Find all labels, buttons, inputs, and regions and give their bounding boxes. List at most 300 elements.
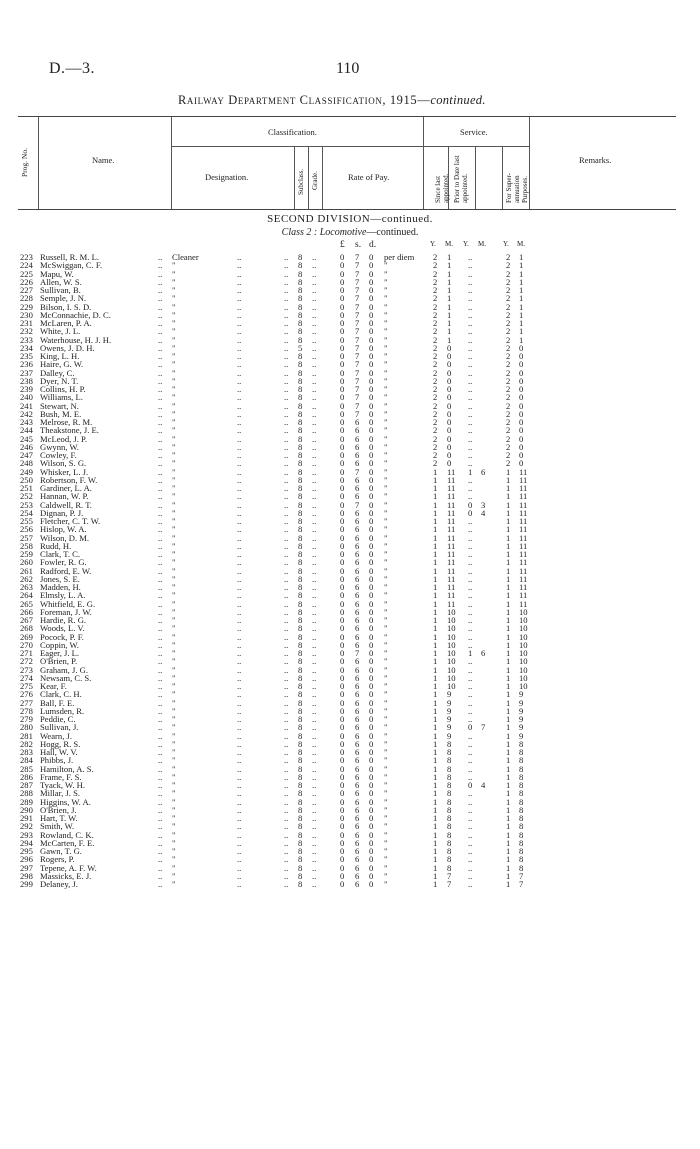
leader-dots: .. (312, 268, 317, 279)
leader-dots: .. (284, 425, 289, 436)
staff-name: Cowley, F. (40, 450, 77, 460)
leader-dots: .. (312, 301, 317, 312)
leader-dots: .. (284, 788, 289, 799)
rate-pounds: 0 (340, 532, 345, 543)
since-months: 9 (447, 697, 452, 708)
leader-dots: .. (158, 623, 163, 634)
rate-pounds: 0 (340, 400, 345, 411)
since-years: 2 (433, 392, 438, 403)
leader-dots: .. (237, 615, 242, 625)
since-months: 8 (447, 837, 452, 848)
rate-shillings: 6 (355, 780, 360, 790)
designation: " (172, 334, 176, 345)
rate-shillings: 7 (355, 400, 360, 411)
table-row (0, 492, 700, 500)
super-months: 1 (519, 293, 524, 304)
since-years: 1 (433, 623, 438, 634)
since-years: 1 (433, 474, 438, 485)
leader-dots: .. (312, 433, 317, 444)
rate-shillings: 6 (355, 474, 360, 485)
rate-pounds: 0 (340, 301, 345, 312)
staff-name: Dalley, C. (40, 367, 75, 378)
leader-dots: .. (312, 681, 317, 691)
table-row (0, 633, 700, 641)
table-row (0, 723, 700, 731)
leader-dots: .. (237, 582, 242, 592)
page-number: 110 (336, 60, 360, 77)
subclass: 8 (298, 540, 303, 551)
staff-name: Dignan, P. J. (40, 507, 84, 518)
rate-shillings: 6 (355, 450, 360, 460)
rate-pence: 0 (369, 491, 374, 502)
rate-pounds: 0 (340, 540, 345, 551)
super-years: 1 (506, 747, 511, 757)
super-years: 2 (506, 400, 511, 411)
since-months: 9 (447, 730, 452, 741)
designation: " (172, 788, 176, 799)
prior-years: .. (468, 615, 473, 625)
rate-pounds: 0 (340, 367, 345, 378)
since-months: 0 (447, 441, 452, 452)
leader-dots: .. (312, 334, 317, 345)
super-months: 9 (519, 714, 524, 724)
unit-years: Y. (503, 240, 509, 248)
staff-name: Russell, R. M. L. (40, 252, 99, 262)
rate-pence: 0 (369, 565, 374, 576)
header-subclass: Subclass. (297, 168, 305, 195)
rate-pence: 0 (369, 441, 374, 452)
subclass: 8 (298, 318, 303, 328)
since-years: 1 (433, 491, 438, 502)
leader-dots: .. (284, 474, 289, 485)
rate-pounds: 0 (340, 309, 345, 320)
rate-shillings: 6 (355, 540, 360, 551)
super-years: 1 (506, 573, 511, 584)
leader-dots: .. (284, 483, 289, 493)
prior-years: .. (468, 747, 473, 757)
super-months: 11 (519, 499, 528, 510)
prog-number: 246 (20, 441, 33, 452)
staff-name: Rogers, P. (40, 854, 75, 865)
super-years: 1 (506, 656, 511, 667)
rate-period: " (384, 549, 388, 559)
leader-dots: .. (237, 309, 242, 320)
leader-dots: .. (237, 829, 242, 840)
leader-dots: .. (312, 590, 317, 601)
super-months: 11 (519, 483, 528, 493)
leader-dots: .. (284, 293, 289, 304)
designation: " (172, 681, 176, 691)
since-months: 11 (447, 516, 456, 526)
rate-pounds: 0 (340, 631, 345, 642)
rate-pounds: 0 (340, 615, 345, 625)
leader-dots: .. (284, 557, 289, 568)
prior-years: .. (468, 450, 473, 460)
since-months: 0 (447, 417, 452, 427)
rate-period: " (384, 342, 388, 353)
since-years: 1 (433, 771, 438, 782)
leader-dots: .. (312, 796, 317, 807)
leader-dots: .. (237, 499, 242, 510)
rate-pounds: 0 (340, 755, 345, 766)
prog-number: 291 (20, 813, 33, 823)
rate-pounds: 0 (340, 854, 345, 865)
rate-pounds: 0 (340, 384, 345, 394)
super-months: 9 (519, 722, 524, 733)
leader-dots: .. (158, 532, 163, 543)
prior-years: .. (468, 829, 473, 840)
designation: " (172, 672, 176, 683)
designation: " (172, 285, 176, 295)
rate-period: " (384, 722, 388, 733)
leader-dots: .. (158, 788, 163, 799)
designation: Cleaner (172, 252, 199, 262)
staff-name: Eager, J. L. (40, 648, 80, 658)
since-years: 1 (433, 681, 438, 691)
leader-dots: .. (237, 854, 242, 865)
prior-years: .. (468, 458, 473, 469)
prior-years: .. (468, 417, 473, 427)
designation: " (172, 730, 176, 741)
rate-pence: 0 (369, 780, 374, 790)
leader-dots: .. (237, 755, 242, 766)
leader-dots: .. (312, 615, 317, 625)
super-months: 0 (519, 367, 524, 378)
prior-years: .. (468, 837, 473, 848)
leader-dots: .. (158, 375, 163, 386)
rate-pounds: 0 (340, 565, 345, 576)
since-months: 8 (447, 771, 452, 782)
divider (308, 146, 309, 209)
leader-dots: .. (237, 590, 242, 601)
prog-number: 268 (20, 623, 33, 634)
table-row (0, 814, 700, 822)
leader-dots: .. (158, 722, 163, 733)
since-years: 1 (433, 549, 438, 559)
since-years: 1 (433, 804, 438, 815)
rate-pence: 0 (369, 540, 374, 551)
designation: " (172, 590, 176, 601)
rate-pounds: 0 (340, 639, 345, 650)
prior-years: 0 (468, 499, 473, 510)
prog-number: 283 (20, 747, 33, 757)
rate-period: " (384, 450, 388, 460)
super-years: 1 (506, 821, 511, 832)
staff-name: Graham, J. G. (40, 664, 88, 675)
super-years: 2 (506, 285, 511, 295)
prior-years: .. (468, 804, 473, 815)
prior-months: 7 (481, 722, 486, 733)
super-years: 1 (506, 689, 511, 700)
staff-name: Tyack, W. H. (40, 780, 85, 790)
rate-pence: 0 (369, 862, 374, 873)
super-years: 1 (506, 590, 511, 601)
prog-number: 294 (20, 837, 33, 848)
leader-dots: .. (284, 804, 289, 815)
rate-shillings: 7 (355, 301, 360, 312)
leader-dots: .. (158, 648, 163, 658)
table-row (0, 740, 700, 748)
staff-name: Massicks, E. J. (40, 870, 92, 881)
table-row (0, 501, 700, 509)
leader-dots: .. (158, 573, 163, 584)
super-months: 8 (519, 755, 524, 766)
table-row (0, 517, 700, 525)
rate-pounds: 0 (340, 590, 345, 601)
designation: " (172, 375, 176, 386)
rate-period: " (384, 516, 388, 526)
leader-dots: .. (312, 631, 317, 642)
header-superannuation: For Super-annuation Purposes. (505, 173, 529, 203)
prog-number: 227 (20, 285, 33, 295)
super-months: 11 (519, 549, 528, 559)
super-years: 1 (506, 738, 511, 749)
designation: " (172, 722, 176, 733)
since-months: 1 (447, 318, 452, 328)
super-years: 1 (506, 532, 511, 543)
leader-dots: .. (312, 359, 317, 370)
designation: " (172, 359, 176, 370)
table-row (0, 369, 700, 377)
since-months: 11 (447, 590, 456, 601)
prog-number: 223 (20, 252, 33, 262)
leader-dots: .. (237, 672, 242, 683)
since-years: 1 (433, 738, 438, 749)
leader-dots: .. (158, 326, 163, 337)
subclass: 8 (298, 441, 303, 452)
leader-dots: .. (158, 846, 163, 856)
super-months: 10 (519, 648, 528, 658)
subclass: 8 (298, 549, 303, 559)
leader-dots: .. (284, 747, 289, 757)
staff-name: Fowler, R. G. (40, 557, 87, 568)
designation: " (172, 499, 176, 510)
super-months: 0 (519, 441, 524, 452)
rate-shillings: 7 (355, 351, 360, 361)
unit-pence: d. (369, 240, 377, 250)
table-row (0, 756, 700, 764)
staff-name: Rowland, C. K. (40, 829, 94, 840)
rate-period: " (384, 879, 388, 889)
super-months: 8 (519, 804, 524, 815)
prog-number: 262 (20, 573, 33, 584)
super-years: 1 (506, 730, 511, 741)
subclass: 8 (298, 813, 303, 823)
subclass: 8 (298, 417, 303, 427)
staff-name: Smith, W. (40, 821, 75, 832)
subclass: 8 (298, 301, 303, 312)
subclass: 8 (298, 747, 303, 757)
leader-dots: .. (158, 763, 163, 774)
since-months: 9 (447, 722, 452, 733)
designation: " (172, 606, 176, 617)
super-months: 11 (519, 565, 528, 576)
super-years: 2 (506, 359, 511, 370)
rate-period: " (384, 590, 388, 601)
rate-period: " (384, 351, 388, 361)
rate-period: " (384, 672, 388, 683)
since-months: 1 (447, 293, 452, 304)
subclass: 8 (298, 862, 303, 873)
rate-shillings: 6 (355, 879, 360, 889)
leader-dots: .. (284, 771, 289, 782)
staff-name: Whitfield, E. G. (40, 598, 96, 609)
super-months: 11 (519, 524, 528, 535)
super-months: 8 (519, 796, 524, 807)
leader-dots: .. (284, 549, 289, 559)
super-months: 1 (519, 252, 524, 262)
unit-years: Y. (463, 240, 469, 248)
prog-number: 228 (20, 293, 33, 304)
since-years: 1 (433, 846, 438, 856)
super-years: 2 (506, 351, 511, 361)
rate-pence: 0 (369, 771, 374, 782)
rate-pence: 0 (369, 846, 374, 856)
rate-pence: 0 (369, 681, 374, 691)
leader-dots: .. (158, 359, 163, 370)
leader-dots: .. (284, 656, 289, 667)
table-row (0, 649, 700, 657)
staff-name: Clark, C. H. (40, 689, 82, 700)
super-years: 1 (506, 796, 511, 807)
table-row (0, 558, 700, 566)
super-months: 0 (519, 458, 524, 469)
rate-pounds: 0 (340, 260, 345, 271)
super-years: 1 (506, 879, 511, 889)
since-months: 8 (447, 788, 452, 799)
rate-pounds: 0 (340, 318, 345, 328)
super-years: 2 (506, 268, 511, 279)
subclass: 8 (298, 532, 303, 543)
leader-dots: .. (284, 582, 289, 592)
designation: " (172, 474, 176, 485)
rate-period: " (384, 309, 388, 320)
prog-number: 237 (20, 367, 33, 378)
rate-pounds: 0 (340, 252, 345, 262)
leader-dots: .. (158, 318, 163, 328)
rate-shillings: 6 (355, 532, 360, 543)
since-years: 1 (433, 697, 438, 708)
leader-dots: .. (158, 466, 163, 477)
since-months: 0 (447, 375, 452, 386)
prior-years: .. (468, 483, 473, 493)
prog-number: 297 (20, 862, 33, 873)
since-years: 1 (433, 582, 438, 592)
staff-name: Rudd, H. (40, 540, 72, 551)
super-years: 1 (506, 829, 511, 840)
prior-years: .. (468, 384, 473, 394)
super-years: 2 (506, 260, 511, 271)
prog-number: 299 (20, 879, 33, 889)
rate-pounds: 0 (340, 351, 345, 361)
subclass: 8 (298, 433, 303, 444)
staff-name: Allen, W. S. (40, 276, 82, 287)
leader-dots: .. (158, 367, 163, 378)
leader-dots: .. (237, 648, 242, 658)
subclass: 8 (298, 466, 303, 477)
table-row (0, 319, 700, 327)
table-row (0, 278, 700, 286)
rate-pence: 0 (369, 582, 374, 592)
leader-dots: .. (312, 474, 317, 485)
designation: " (172, 879, 176, 889)
prior-years: .. (468, 285, 473, 295)
leader-dots: .. (284, 408, 289, 419)
table-row (0, 682, 700, 690)
prior-years: .. (468, 705, 473, 716)
class-name: Locomotive (319, 227, 367, 238)
designation: " (172, 483, 176, 493)
subclass: 8 (298, 615, 303, 625)
designation: " (172, 862, 176, 873)
super-years: 1 (506, 813, 511, 823)
staff-name: Gawn, T. G. (40, 846, 82, 856)
leader-dots: .. (158, 672, 163, 683)
rate-pence: 0 (369, 483, 374, 493)
rate-period: " (384, 375, 388, 386)
rate-pounds: 0 (340, 738, 345, 749)
super-years: 1 (506, 623, 511, 634)
since-months: 8 (447, 813, 452, 823)
designation: " (172, 804, 176, 815)
rate-shillings: 7 (355, 375, 360, 386)
leader-dots: .. (237, 285, 242, 295)
rate-pence: 0 (369, 326, 374, 337)
since-years: 2 (433, 276, 438, 287)
staff-name: Hardie, R. G. (40, 615, 87, 625)
super-years: 2 (506, 252, 511, 262)
rate-period: " (384, 664, 388, 675)
super-years: 1 (506, 615, 511, 625)
designation: " (172, 771, 176, 782)
table-row (0, 591, 700, 599)
designation: " (172, 829, 176, 840)
super-years: 2 (506, 334, 511, 345)
subclass: 8 (298, 293, 303, 304)
since-years: 2 (433, 417, 438, 427)
leader-dots: .. (284, 466, 289, 477)
since-years: 1 (433, 507, 438, 518)
leader-dots: .. (237, 837, 242, 848)
table-row (0, 509, 700, 517)
super-months: 1 (519, 260, 524, 271)
rate-period: " (384, 293, 388, 304)
rate-pounds: 0 (340, 582, 345, 592)
leader-dots: .. (312, 516, 317, 526)
leader-dots: .. (312, 524, 317, 535)
designation: " (172, 747, 176, 757)
rate-pounds: 0 (340, 474, 345, 485)
subclass: 8 (298, 474, 303, 485)
leader-dots: .. (312, 598, 317, 609)
prior-years: .. (468, 879, 473, 889)
rate-pence: 0 (369, 342, 374, 353)
leader-dots: .. (158, 516, 163, 526)
rate-shillings: 6 (355, 656, 360, 667)
prog-number: 229 (20, 301, 33, 312)
leader-dots: .. (284, 705, 289, 716)
rate-pounds: 0 (340, 276, 345, 287)
rate-pounds: 0 (340, 516, 345, 526)
leader-dots: .. (284, 639, 289, 650)
subclass: 8 (298, 582, 303, 592)
leader-dots: .. (284, 375, 289, 386)
leader-dots: .. (312, 763, 317, 774)
rate-shillings: 7 (355, 408, 360, 419)
subclass: 8 (298, 623, 303, 634)
rate-pounds: 0 (340, 623, 345, 634)
super-years: 1 (506, 483, 511, 493)
